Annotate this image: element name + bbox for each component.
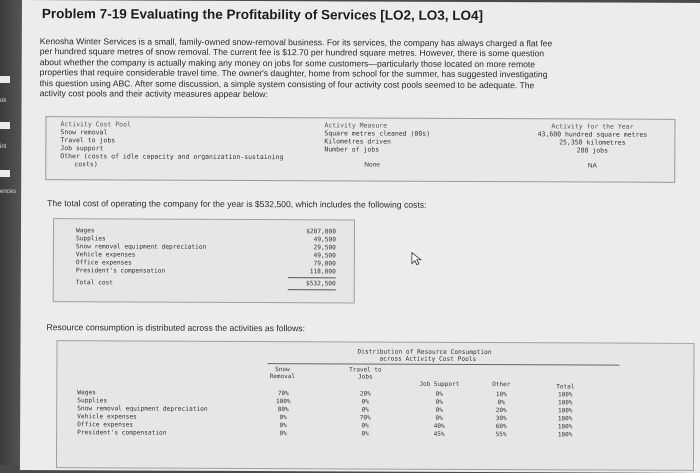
intro-line: this question using ABC. After some discussion, a simple system consisting of four activity cost pools seemed to be adequate. The xyxy=(39,77,535,90)
dist-cell: 10% xyxy=(495,391,507,399)
pool-cell: Other (costs of idle capacity and organization-sustaining xyxy=(60,152,284,162)
activity-cell: 25,350 kilometres xyxy=(559,138,626,147)
cost-amount: 29,500 xyxy=(313,244,336,252)
cost-amount: 118,000 xyxy=(309,268,336,276)
dist-cell: 100% xyxy=(558,391,573,399)
dist-cell: 0% xyxy=(279,422,287,430)
dist-cell: 80% xyxy=(277,406,289,414)
cost-amount: 49,500 xyxy=(313,252,336,260)
dist-cell: 40% xyxy=(433,422,445,430)
dist-cell: 55% xyxy=(495,431,507,439)
activity-pool-table xyxy=(45,116,675,183)
col-header-travel: Travel to Jobs xyxy=(349,366,382,381)
cost-amount: 49,500 xyxy=(313,236,336,244)
cursor-icon xyxy=(411,252,423,266)
dist-cell: 45% xyxy=(433,430,445,438)
measure-cell: Number of jobs xyxy=(324,145,380,154)
dist-cell: 100% xyxy=(557,431,573,439)
dist-cell: 0% xyxy=(361,430,369,438)
dist-cell: 100% xyxy=(557,415,573,423)
side-marker xyxy=(0,122,10,129)
dist-cell: 30% xyxy=(495,415,507,423)
cost-label: Office expenses xyxy=(75,259,132,267)
total-rule xyxy=(288,289,336,290)
header-rule xyxy=(267,363,619,366)
resource-intro-text: Resource consumption is distributed across the activities as follows: xyxy=(46,322,305,334)
cost-amount: 79,000 xyxy=(313,260,336,268)
total-label: Total cost xyxy=(75,279,114,287)
cost-intro-text: The total cost of operating the company for the year is $532,500, which includes the following costs: xyxy=(47,198,427,210)
side-tab-1[interactable]: ok xyxy=(0,98,7,104)
dist-cell: 0% xyxy=(435,398,443,406)
dist-cell: 100% xyxy=(557,399,573,407)
subtotal-rule xyxy=(288,277,336,278)
dist-cell: 0% xyxy=(435,406,443,414)
dist-row-label: Wages xyxy=(77,389,96,397)
dist-cell: 0% xyxy=(279,414,287,422)
activity-cell: 200 jobs xyxy=(576,146,609,155)
measure-cell: Square metres cleaned (00s) xyxy=(324,129,431,138)
dist-cell: 70% xyxy=(359,414,371,422)
dist-cell: 0% xyxy=(361,398,369,406)
pool-cell: Snow removal xyxy=(60,128,108,137)
pool-header: Activity Cost Pool xyxy=(60,120,131,129)
pool-column xyxy=(60,120,330,169)
cost-label: Supplies xyxy=(75,235,106,243)
side-tab-2[interactable]: int xyxy=(0,144,7,150)
cost-label: Snow removal equipment depreciation xyxy=(75,243,207,251)
dist-cell: 20% xyxy=(495,407,507,415)
activity-header: Activity for the Year xyxy=(551,122,634,131)
measure-cell: Kilometres driven xyxy=(324,137,391,146)
dist-cell: 100% xyxy=(557,423,573,431)
pool-cell: Travel to jobs xyxy=(60,136,116,145)
col-header-job-support: Job Support xyxy=(419,380,460,388)
dist-cell: 0% xyxy=(361,422,369,430)
side-marker xyxy=(0,76,10,83)
problem-page xyxy=(20,0,700,473)
intro-line: about whether the company is actually making any money on jobs for some customers—particularly those located on more remote xyxy=(39,56,536,70)
dist-cell: 70% xyxy=(277,390,289,398)
col-header-total: Total xyxy=(556,383,575,391)
side-tab-3[interactable]: ences xyxy=(0,189,17,195)
problem-title: Problem 7-19 Evaluating the Profitability of Services [LO2, LO3, LO4] xyxy=(41,6,484,24)
intro-line: Kenosha Winter Services is a small, family-owned snow-removal business. For its services, the company has always charged a flat fee xyxy=(39,36,553,49)
dist-cell: 0% xyxy=(497,399,505,407)
dist-row-label: Snow removal equipment depreciation xyxy=(77,405,208,413)
dist-row-label: Office expenses xyxy=(77,421,134,429)
cost-label: Wages xyxy=(75,227,95,235)
dist-cell: 100% xyxy=(557,407,573,415)
dist-row-label: Supplies xyxy=(77,397,108,405)
col-header-other: Other xyxy=(492,381,511,389)
cost-table xyxy=(53,218,355,303)
dist-cell: 20% xyxy=(359,390,371,398)
side-marker xyxy=(0,170,10,177)
dist-row-label: President's compensation xyxy=(77,429,167,437)
dist-row-label: Vehicle expenses xyxy=(77,413,137,421)
intro-line: per hundred square metres of snow removal. The current fee is $12.70 per hundred square metres. However, there is some question xyxy=(39,46,545,59)
activity-cell: 43,600 hundred square metres xyxy=(537,130,648,139)
pool-cell: costs) xyxy=(74,160,98,169)
measure-cell: None xyxy=(364,161,380,169)
dist-cell: 0% xyxy=(361,406,369,414)
dist-cell: 100% xyxy=(276,398,291,406)
measure-header: Activity Measure xyxy=(324,121,388,130)
dist-cell: 0% xyxy=(435,414,443,422)
cost-amount: $207,000 xyxy=(306,228,337,236)
cost-label: President's compensation xyxy=(75,267,166,275)
activity-cell: NA xyxy=(587,162,597,170)
dist-subtitle: across Activity Cost Pools xyxy=(379,355,477,363)
intro-line: activity cost pools and their activity measures appear below: xyxy=(39,88,268,100)
dist-cell: 0% xyxy=(435,390,443,398)
dist-title: Distribution of Resource Consumption xyxy=(357,348,492,357)
cost-label: Vehicle expenses xyxy=(75,251,136,259)
measure-column xyxy=(324,121,494,170)
activity-column xyxy=(512,122,672,171)
dist-cell: 0% xyxy=(279,430,287,438)
dist-cell: 60% xyxy=(495,423,507,431)
pool-cell: Job support xyxy=(60,144,104,153)
intro-line: properties that require considerable travel time. The owner's daughter, home from school for the summer, has suggested investigating xyxy=(39,67,548,80)
intro-paragraph xyxy=(40,36,652,101)
col-header-snow-removal: Snow Removal xyxy=(269,366,296,381)
total-amount: $532,500 xyxy=(305,280,336,288)
distribution-table xyxy=(56,340,695,471)
